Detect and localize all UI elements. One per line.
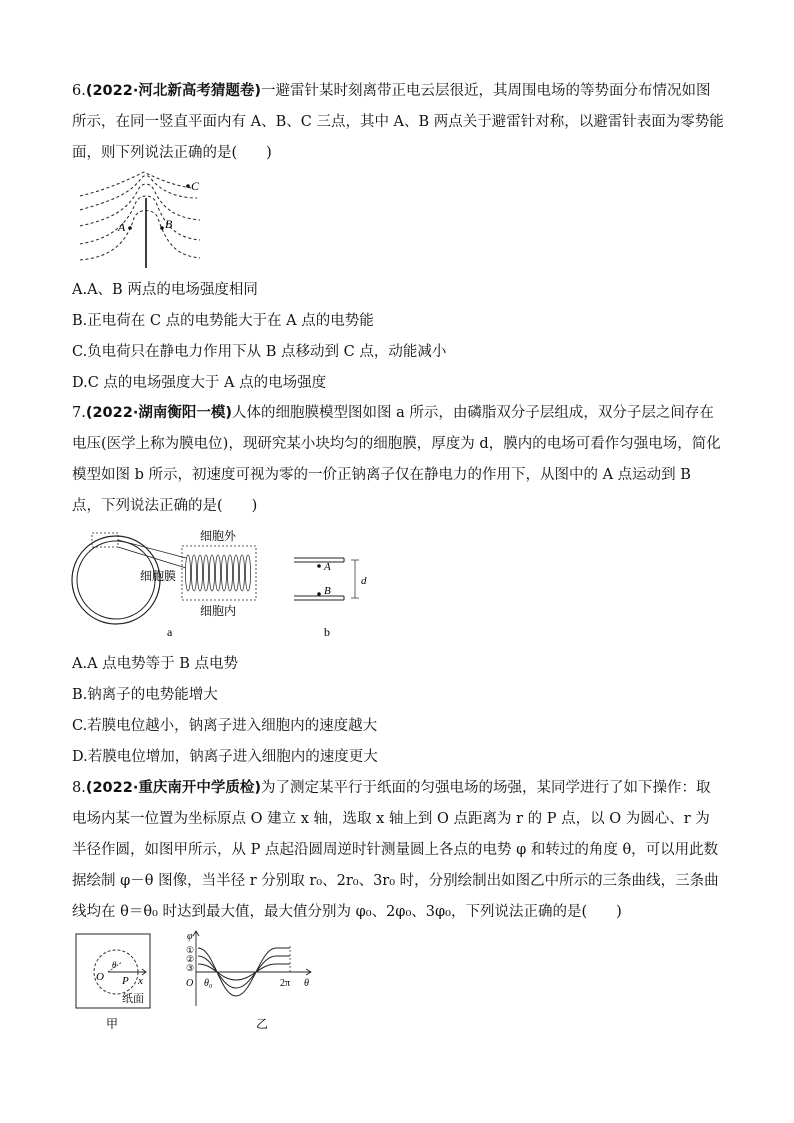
label-x: x: [138, 975, 143, 987]
label-phi: φ: [187, 931, 193, 942]
point-B: [317, 592, 321, 596]
label-curve-1: ①: [186, 946, 195, 956]
question-text: 为了测定某平行于纸面的匀强电场的场强，某同学进行了如下操作：取电场内某一位置为坐标原点 O 建立 x 轴，选取 x 轴上到 O 点距离为 r 的 P 点，以 O 为圆心、r 为半径作圆，如图甲所示，从 P 点起沿圆周逆时针测量圆上各点的电势 φ 和转过的角度 θ，可以用此数据绘制 φ－θ 图像，当半径 r 分别取 r₀、2r₀、3r₀ 时，分别绘制出如图乙中所示的三条曲线，三条曲线均在 θ＝θ₀ 时达到最大值，最大值分别为 φ₀、2φ₀、3φ₀，下列说法正确的是( ): [72, 780, 719, 920]
q7-option-c: C.若膜电位越小，钠离子进入细胞内的速度越大: [72, 718, 378, 734]
question-text: 一避雷针某时刻离带正电云层很近，其周围电场的等势面分布情况如图所示，在同一竖直平面内有 A、B、C 三点，其中 A、B 两点关于避雷针对称，以避雷针表面为零势能面，则下列说法正确的是( ): [72, 83, 724, 161]
lightning-rod-figure: [72, 168, 222, 272]
label-theta-axis: θ: [304, 978, 309, 989]
zoom-box: [92, 533, 118, 547]
label-theta: θ: [112, 960, 117, 970]
label-P: P: [122, 975, 129, 987]
caption-jia: 甲: [106, 1017, 119, 1031]
caption-b: b: [324, 625, 330, 639]
label-membrane: 细胞膜: [140, 569, 177, 583]
equipotential-line: [80, 211, 200, 261]
q6-option-c: C.负电荷只在静电力作用下从 B 点移动到 C 点，动能减小: [72, 344, 447, 360]
label-outside: 细胞外: [200, 529, 237, 543]
question-number: 8.: [72, 780, 86, 796]
label-B: B: [324, 585, 331, 597]
label-O: O: [96, 971, 104, 983]
label-A: A: [118, 220, 126, 234]
label-paper: 纸面: [122, 992, 144, 1005]
question-7: [72, 398, 724, 522]
potential-figure: [74, 928, 324, 1034]
label-curve-2: ②: [186, 955, 195, 965]
label-O: O: [186, 978, 194, 989]
equipotential-line: [80, 176, 197, 211]
point-C: [186, 184, 190, 188]
question-8: [72, 773, 724, 928]
label-curve-3: ③: [186, 964, 195, 974]
caption-a: a: [167, 625, 173, 639]
question-text: 人体的细胞膜模型图如图 a 所示，由磷脂双分子层组成，双分子层之间存在电压(医学上称为膜电位)，现研究某小块均匀的细胞膜，厚度为 d，膜内的电场可看作匀强电场，简化模型如图 b 所示，初速度可视为零的一价正钠离子仅在静电力的作用下，从图中的 A 点运动到 B 点，下列说法正确的是( ): [72, 405, 721, 514]
cell-membrane-figure: [70, 528, 370, 644]
question-number: 7.: [72, 405, 86, 421]
label-A: A: [324, 561, 331, 573]
label-B: B: [165, 217, 173, 231]
q7-option-b: B.钠离子的电势能增大: [72, 687, 218, 703]
q7-option-d: D.若膜电位增加，钠离子进入细胞内的速度更大: [72, 749, 378, 765]
label-C: C: [191, 179, 200, 193]
point-B: [160, 226, 164, 230]
label-d: d: [361, 575, 367, 587]
question-source: (2022·河北新高考猜题卷): [85, 83, 261, 99]
q7-option-a: A.A 点电势等于 B 点电势: [72, 656, 239, 672]
equipotential-line: [80, 196, 200, 244]
caption-yi: 乙: [256, 1017, 269, 1031]
question-source: (2022·重庆南开中学质检): [85, 780, 261, 796]
question-6: [72, 76, 724, 169]
label-inside: 细胞内: [200, 604, 237, 618]
question-source: (2022·湖南衡阳一模): [85, 405, 232, 421]
label-theta0: θ₀: [204, 978, 213, 989]
question-number: 6.: [72, 83, 86, 99]
q6-option-d: D.C 点的电场强度大于 A 点的电场强度: [72, 375, 327, 391]
point-A: [317, 564, 321, 568]
point-A: [128, 226, 132, 230]
q6-option-a: A.A、B 两点的电场强度相同: [72, 282, 258, 298]
q6-option-b: B.正电荷在 C 点的电势能大于在 A 点的电势能: [72, 313, 374, 329]
label-2pi: 2π: [280, 978, 291, 989]
